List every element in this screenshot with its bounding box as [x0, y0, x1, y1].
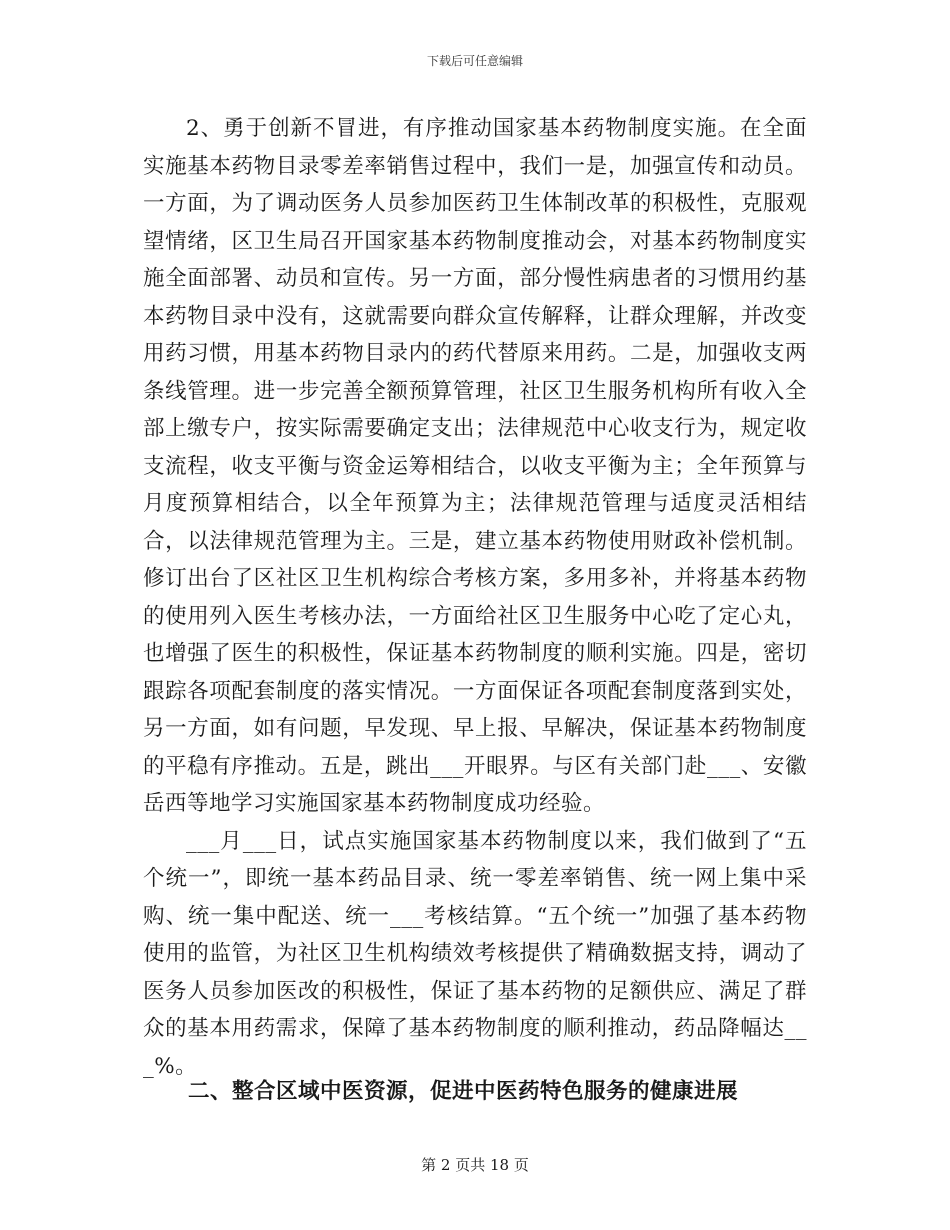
section-heading: 二、整合区域中医资源，促进中医药特色服务的健康进展	[188, 1079, 739, 1104]
paragraph-basic-drug-system: 2、勇于创新不冒进，有序推动国家基本药物制度实施。在全面实施基本药物目录零差率销售过程中，我们一是，加强宣传和动员。一方面，为了调动医务人员参加医药卫生体制改革的积极性，克服观望情绪，区卫生局召开国家基本药物制度推动会，对基本药物制度实施全面部署、动员和宣传。另一方面，部分慢性病患者的习惯用约基本药物目录中没有，这就需要向群众宣传解释，让群众理解，并改变用药习惯，用基本药物目录内的药代替原来用药。二是，加强收支两条线管理。进一步完善全额预算管理，社区卫生服务机构所有收入全部上缴专户，按实际需要确定支出；法律规范中心收支行为，规定收支流程，收支平衡与资金运筹相结合，以收支平衡为主；全年预算与月度预算相结合，以全年预算为主；法律规范管理与适度灵活相结合，以法律规范管理为主。三是，建立基本药物使用财政补偿机制。修订出台了区社区卫生机构综合考核方案，多用多补，并将基本药物的使用列入医生考核办法，一方面给社区卫生服务中心吃了定心丸，也增强了医生的积极性，保证基本药物制度的顺利实施。四是，密切跟踪各项配套制度的落实情况。一方面保证各项配套制度落到实处，另一方面，如有问题，早发现、早上报、早解决，保证基本药物制度的平稳有序推动。五是，跳出___开眼界。与区有关部门赴___、安徽岳西等地学习实施国家基本药物制度成功经验。	[143, 116, 807, 816]
page-header: 下载后可任意编辑	[426, 54, 523, 68]
paragraph-five-unifications: ___月___日，试点实施国家基本药物制度以来，我们做到了“五个统一”，即统一基本药品目录、统一零差率销售、统一网上集中采购、统一集中配送、统一___考核结算。“五个统一”加强了基本药物使用的监管，为社区卫生机构绩效考核提供了精确数据支持，调动了医务人员参加医改的积极性，保证了基本药物的足额供应、满足了群众的基本用药需求，保障了基本药物制度的顺利推动，药品降幅达___%。	[143, 828, 807, 1079]
page-number: 第 2 页共 18 页	[421, 1156, 529, 1174]
document-body	[143, 110, 807, 1085]
